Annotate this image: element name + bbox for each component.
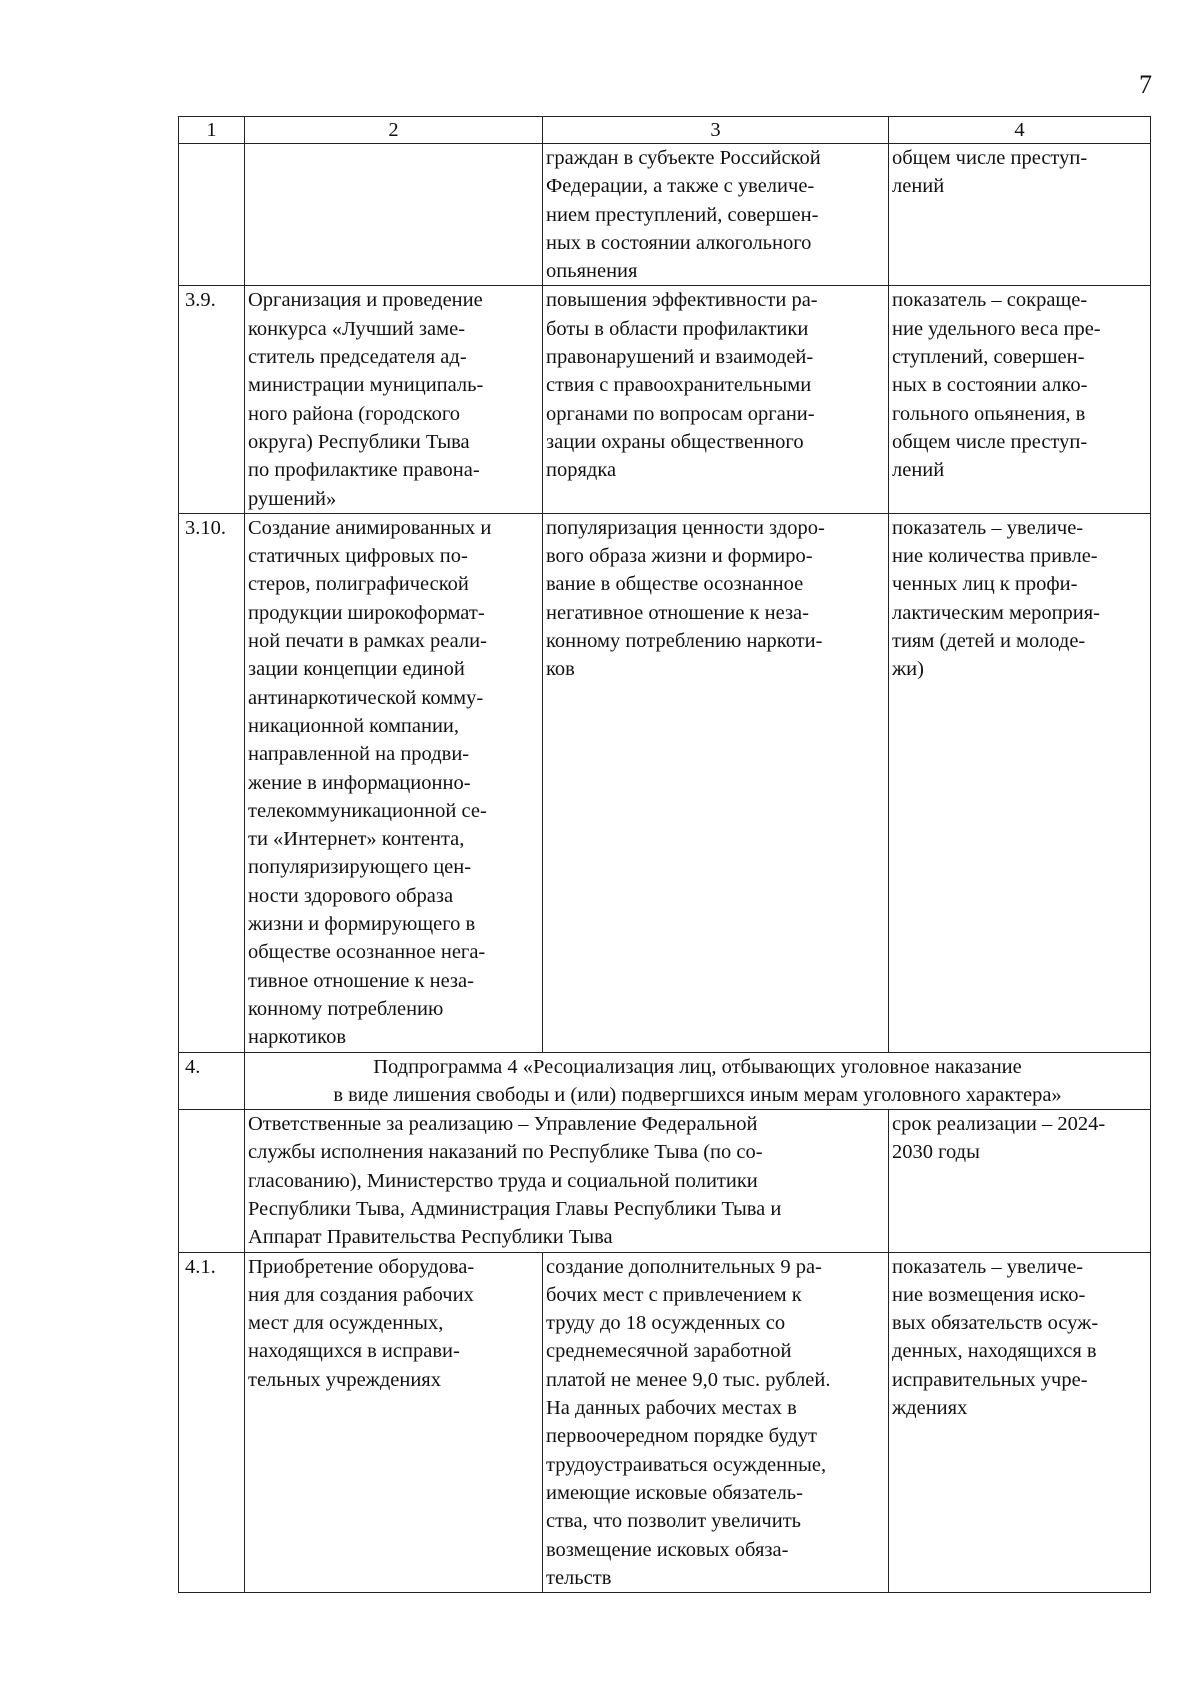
column-number-2: 2 (245, 117, 543, 144)
table-row-continued (179, 144, 1151, 286)
indicator-cell: показатель – сокраще- ние удельного веса пре- ступлений, совершен- ных в состоянии алко- гольного опьянения, в общем числе преступ- лений (889, 286, 1151, 513)
column-number-4: 4 (889, 117, 1151, 144)
purpose-cell: граждан в субъекте Российской Федерации, а также с увеличе- нием преступлений, совершен- ных в состоянии алкогольного опьянения (543, 144, 889, 286)
subprogram-title: Подпрограмма 4 «Ресоциализация лиц, отбывающих уголовное наказание в виде лишения свободы и (или) подвергшихся иным мерам уголовного характера» (245, 1052, 1151, 1110)
table-header-row (179, 117, 1151, 144)
table-row-responsible (179, 1110, 1151, 1252)
purpose-cell: популяризация ценности здоро- вого образа жизни и формиро- вание в обществе осознанное негативное отношение к неза- конному потреблению наркоти- ков (543, 513, 889, 1052)
purpose-cell: создание дополнительных 9 ра- бочих мест с привлечением к труду до 18 осужденных со среднемесячной заработной платой не менее 9,0 тыс. рублей. На данных рабочих местах в первоочередном порядке будут трудоустраиваться осужденные, имеющие исковые обязатель- ства, что позволит увеличить возмещение исковых обяза- тельств (543, 1252, 889, 1593)
term-cell: срок реализации – 2024- 2030 годы (889, 1110, 1151, 1252)
purpose-cell: повышения эффективности ра- боты в области профилактики правонарушений и взаимодей- ствия с правоохранительными органами по вопросам органи- зации охраны общественного порядка (543, 286, 889, 513)
indicator-cell: общем числе преступ- лений (889, 144, 1151, 286)
row-number: 3.10. (179, 513, 245, 1052)
page-number: 7 (1139, 70, 1152, 99)
measure-cell: Приобретение оборудова- ния для создания рабочих мест для осужденных, находящихся в исправи- тельных учреждениях (245, 1252, 543, 1593)
row-number (179, 144, 245, 286)
column-number-1: 1 (179, 117, 245, 144)
table-row-3-10 (179, 513, 1151, 1052)
measure-cell (245, 144, 543, 286)
row-number: 4.1. (179, 1252, 245, 1593)
responsible-cell: Ответственные за реализацию – Управление Федеральной службы исполнения наказаний по Республике Тыва (по со- гласованию), Министерство труда и социальной политики Республики Тыва, Администрация Главы Республики Тыва и Аппарат Правительства Республики Тыва (245, 1110, 889, 1252)
row-number (179, 1110, 245, 1252)
row-number: 3.9. (179, 286, 245, 513)
column-number-3: 3 (543, 117, 889, 144)
indicator-cell: показатель – увеличе- ние количества привле- ченных лиц к профи- лактическим мероприя- тиям (детей и молоде- жи) (889, 513, 1151, 1052)
measures-table (178, 116, 1151, 1593)
table-row-4-1 (179, 1252, 1151, 1593)
measure-cell: Организация и проведение конкурса «Лучший заме- ститель председателя ад- министрации муниципаль- ного района (городского округа) Республики Тыва по профилактике правона- рушений» (245, 286, 543, 513)
row-number: 4. (179, 1052, 245, 1110)
table-row-3-9 (179, 286, 1151, 513)
indicator-cell: показатель – увеличе- ние возмещения иско- вых обязательств осуж- денных, находящихся в исправительных учре- ждениях (889, 1252, 1151, 1593)
table-row-subprogram-4 (179, 1052, 1151, 1110)
measure-cell: Создание анимированных и статичных цифровых по- стеров, полиграфической продукции широкоформат- ной печати в рамках реали- зации концепции единой антинаркотической комму- никационной компании, направленной на продви- жение в информационно- телекоммуникационной се- ти «Интернет» контента, популяризирующего цен- ности здорового образа жизни и формирующего в обществе осознанное нега- тивное отношение к неза- конному потреблению наркотиков (245, 513, 543, 1052)
